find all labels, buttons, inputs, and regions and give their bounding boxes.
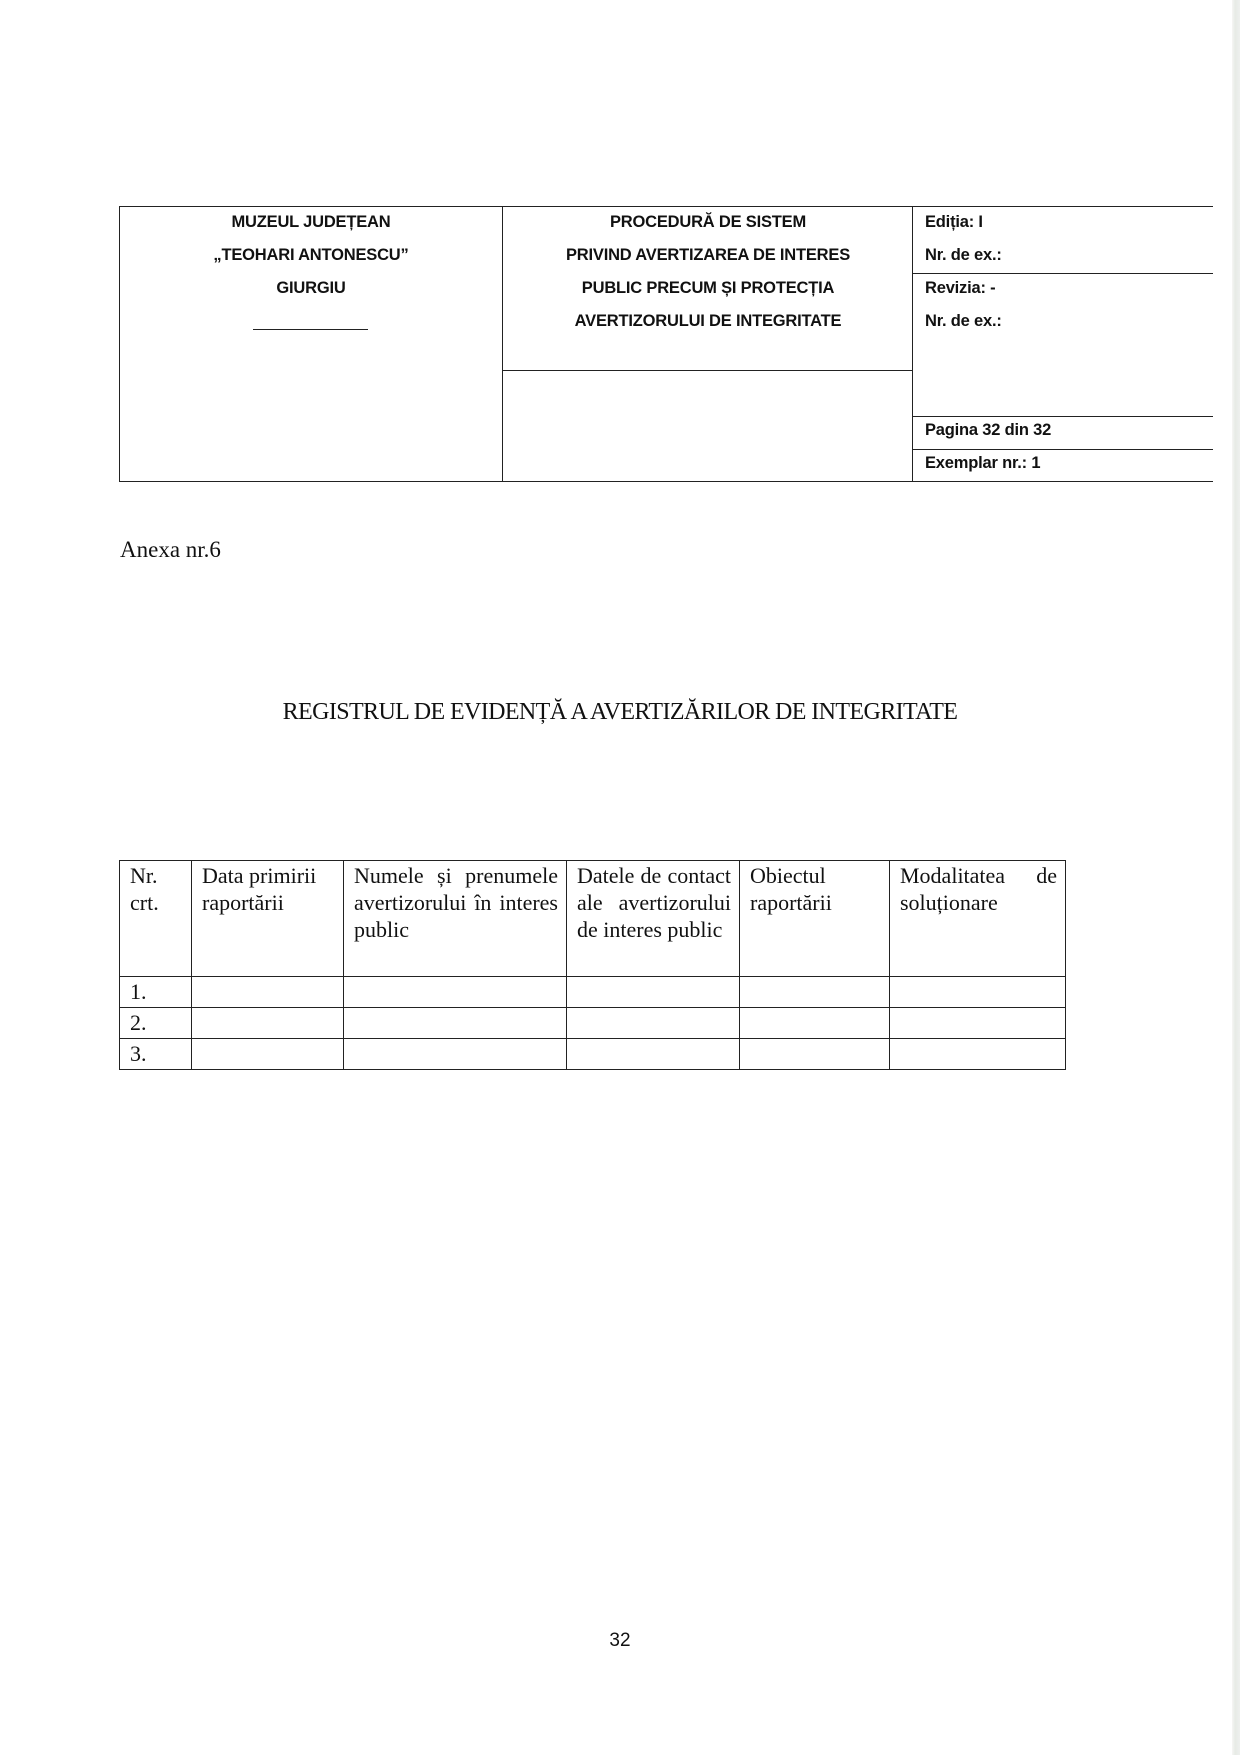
scan-edge-shadow xyxy=(1232,0,1240,1755)
column-header-date: Data primirii raportării xyxy=(192,861,344,977)
edition-label: Ediția: I xyxy=(925,213,983,231)
institution-name xyxy=(120,206,502,305)
register-title: REGISTRUL DE EVIDENȚĂ A AVERTIZĂRILOR DE INTEGRITATE xyxy=(282,699,958,725)
page-info: Pagina 32 din 32 xyxy=(925,421,1052,439)
cell-object[interactable] xyxy=(740,1039,890,1070)
cell-resolution[interactable] xyxy=(890,1039,1066,1070)
row-number: 2. xyxy=(120,1008,192,1039)
cell-contact[interactable] xyxy=(567,1039,740,1070)
cell-contact[interactable] xyxy=(567,977,740,1008)
procedure-line-4: AVERTIZORULUI DE INTEGRITATE xyxy=(574,312,842,330)
procedure-line-2: PRIVIND AVERTIZAREA DE INTERES xyxy=(566,246,850,264)
cell-date[interactable] xyxy=(192,977,344,1008)
page-number: 32 xyxy=(609,1630,631,1651)
register-table xyxy=(119,860,1066,1070)
column-header-resolution: Modalitatea de soluționare xyxy=(890,861,1066,977)
column-header-nr: Nr. crt. xyxy=(120,861,192,977)
column-header-object: Obiectul raportării xyxy=(740,861,890,977)
cell-name[interactable] xyxy=(344,1008,567,1039)
revision-label: Revizia: - xyxy=(925,279,996,297)
procedure-line-3: PUBLIC PRECUM ȘI PROTECȚIA xyxy=(581,279,835,297)
header-bottom-border xyxy=(119,481,1213,482)
cell-object[interactable] xyxy=(740,977,890,1008)
edition-info xyxy=(925,206,1002,272)
revision-page-divider xyxy=(913,416,1213,417)
copy-number: Exemplar nr.: 1 xyxy=(925,454,1041,472)
institution-line-3: GIURGIU xyxy=(276,279,346,297)
institution-line-1: MUZEUL JUDEȚEAN xyxy=(231,213,391,231)
cell-resolution[interactable] xyxy=(890,1008,1066,1039)
revision-info xyxy=(925,272,1002,338)
cell-date[interactable] xyxy=(192,1039,344,1070)
cell-name[interactable] xyxy=(344,1039,567,1070)
cell-resolution[interactable] xyxy=(890,977,1066,1008)
table-row xyxy=(120,1039,1066,1070)
cell-contact[interactable] xyxy=(567,1008,740,1039)
edition-copies: Nr. de ex.: xyxy=(925,246,1002,264)
column-header-contact: Datele de contact ale avertizorului de interes public xyxy=(567,861,740,977)
table-row xyxy=(120,1008,1066,1039)
cell-date[interactable] xyxy=(192,1008,344,1039)
row-number: 3. xyxy=(120,1039,192,1070)
row-number: 1. xyxy=(120,977,192,1008)
page-copy-divider xyxy=(913,449,1213,450)
procedure-line-1: PROCEDURĂ DE SISTEM xyxy=(609,213,807,231)
table-row xyxy=(120,977,1066,1008)
institution-line-2: „TEOHARI ANTONESCU” xyxy=(213,246,409,264)
annex-label: Anexa nr.6 xyxy=(120,537,221,562)
institution-underline xyxy=(253,329,368,330)
procedure-title xyxy=(503,206,913,338)
procedure-cell-divider xyxy=(503,370,913,371)
cell-name[interactable] xyxy=(344,977,567,1008)
register-table-header xyxy=(120,861,1066,977)
cell-object[interactable] xyxy=(740,1008,890,1039)
column-header-name: Numele și prenumele avertizorului în interes public xyxy=(344,861,567,977)
revision-copies: Nr. de ex.: xyxy=(925,312,1002,330)
